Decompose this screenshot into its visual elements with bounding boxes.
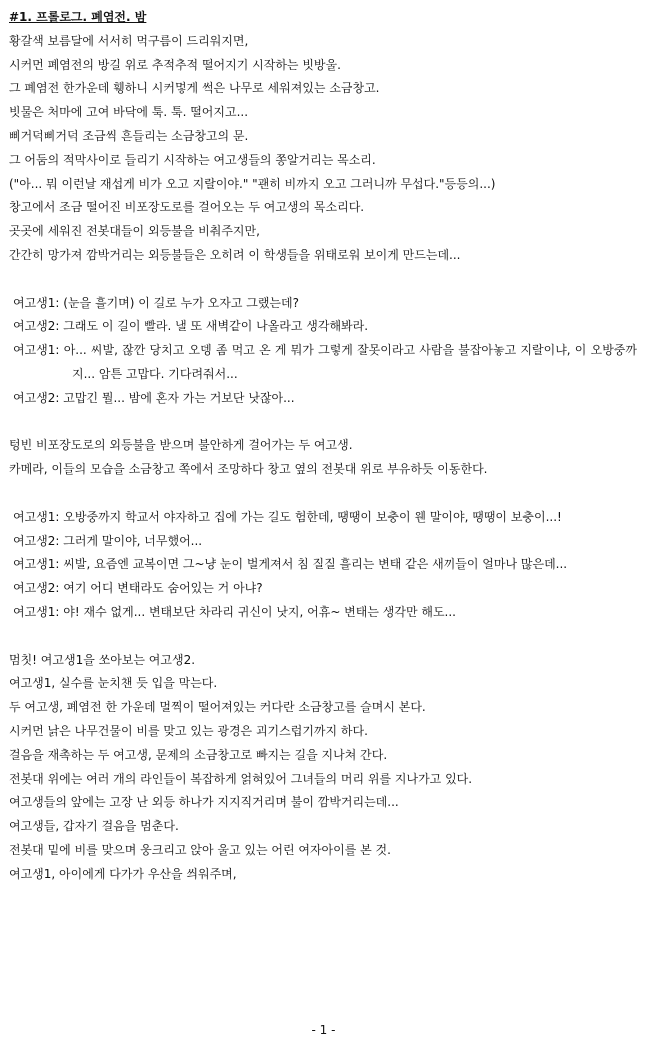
action-line: 여고생1, 아이에게 다가가 우산을 씌워주며,: [9, 866, 237, 881]
dialog-text: 씨발, 요즘엔 교복이면 그~냥 눈이 벌게져서 침 질질 흘리는 변태 같은 새끼들이 얼마나 많은데...: [63, 557, 568, 572]
action-line: 걸음을 재촉하는 두 여고생, 문제의 소금창고로 빠지는 길을 지나쳐 간다.: [9, 747, 388, 762]
speaker-name: 여고생1:: [13, 509, 60, 524]
dialog-text: 야! 재수 없게... 변태보단 차라리 귀신이 낫지, 어휴~ 변태는 생각만 해도...: [63, 604, 456, 619]
closing-action: [9, 649, 637, 887]
speaker-name: 여고생1:: [13, 343, 60, 358]
action-line: 두 여고생, 폐염전 한 가운데 멀찍이 떨어져있는 커다란 소금창고를 슬며시 본다.: [9, 700, 426, 715]
action-line: 여고생1, 실수를 눈치챈 듯 입을 막는다.: [9, 676, 218, 691]
action-line: 카메라, 이들의 모습을 소금창고 쪽에서 조망하다 창고 옆의 전봇대 위로 부유하듯 이동한다.: [9, 462, 488, 477]
dialog-text: 고맙긴 뭘... 밤에 혼자 가는 거보단 낫잖아...: [63, 390, 295, 405]
action-line: 여고생들, 갑자기 걸음을 멈춘다.: [9, 819, 179, 834]
speaker-name: 여고생1:: [13, 295, 60, 310]
speaker-name: 여고생2:: [13, 533, 60, 548]
action-line: 빗물은 처마에 고여 바닥에 툭. 툭. 떨어지고...: [9, 105, 249, 120]
action-line: 곳곳에 세워진 전봇대들이 외등불을 비춰주지만,: [9, 224, 260, 239]
action-line: 텅빈 비포장도로의 외등불을 받으며 불안하게 걸어가는 두 여고생.: [9, 438, 353, 453]
speaker-name: 여고생2:: [13, 581, 60, 596]
dialog-line: [13, 292, 637, 316]
dialog-line: [13, 387, 637, 411]
dialog-block-1: [9, 292, 637, 411]
dialog-line: [13, 553, 637, 577]
dialog-line: [13, 577, 637, 601]
action-line: 그 어둠의 적막사이로 들리기 시작하는 여고생들의 쫑알거리는 목소리.: [9, 152, 376, 167]
dialog-line: [13, 506, 637, 530]
dialog-text: 아... 씨발, 잖깐 당치고 오뎅 좀 먹고 온 게 뭐가 그렇게 잘못이라고 사람을 불잡아놓고 지랄이냐, 이 오방중까지... 암튼 고맙다. 기다려줘서...: [63, 343, 637, 381]
action-line: ("아... 뭐 이런날 재섭게 비가 오고 지랄이야." "괜히 비까지 오고 그러니까 무섭다."등등의...): [9, 176, 496, 191]
dialog-text: 그러게 말이야, 너무했어...: [63, 533, 203, 548]
middle-action: [9, 434, 637, 482]
speaker-name: 여고생2:: [13, 319, 60, 334]
action-line: 여고생들의 앞에는 고장 난 외등 하나가 지지직거리며 불이 깜박거리는데...: [9, 795, 399, 810]
dialog-text: 그래도 이 길이 빨라. 낼 또 새벽같이 나올라고 생각해봐라.: [63, 319, 369, 334]
action-line: 간간히 망가져 깜박거리는 외등불들은 오히려 이 학생들을 위태로워 보이게 만드는데...: [9, 247, 461, 262]
dialog-line: [13, 530, 637, 554]
dialog-line: [13, 601, 637, 625]
spacer: [9, 411, 637, 435]
dialog-line: [13, 339, 637, 387]
dialog-text: 오방중까지 학교서 야자하고 집에 가는 길도 험한데, 땡땡이 보충이 웬 말이야, 땡땡이 보충이...!: [63, 509, 562, 524]
action-line: 황갈색 보름달에 서서히 먹구름이 드리워지면,: [9, 33, 249, 48]
action-line: 시커먼 폐염전의 방길 위로 추적추적 떨어지기 시작하는 빗방울.: [9, 57, 341, 72]
page-number: - 1 -: [311, 1023, 336, 1037]
speaker-name: 여고생1:: [13, 557, 60, 572]
script-body: [9, 6, 637, 886]
spacer: [9, 268, 637, 292]
speaker-name: 여고생2:: [13, 390, 60, 405]
action-line: 전봇대 위에는 여러 개의 라인들이 복잡하게 얽혀있어 그녀들의 머리 위를 지나가고 있다.: [9, 771, 473, 786]
spacer: [9, 482, 637, 506]
action-line: 시커먼 낡은 나무건물이 비를 맞고 있는 광경은 괴기스럽기까지 하다.: [9, 723, 368, 738]
spacer: [9, 625, 637, 649]
intro-action: [9, 30, 637, 268]
dialog-text: 여기 어디 변태라도 숨어있는 거 아냐?: [63, 581, 263, 596]
speaker-name: 여고생1:: [13, 604, 60, 619]
scene-heading: #1. 프롤로그. 폐염전. 밤: [9, 10, 147, 24]
action-line: 삐거덕삐거덕 조금씩 흔들리는 소금창고의 문.: [9, 128, 249, 143]
dialog-block-2: [9, 506, 637, 625]
action-line: 멈칫! 여고생1을 쏘아보는 여고생2.: [9, 652, 196, 667]
action-line: 그 폐염전 한가운데 휑하니 시커멓게 썩은 나무로 세워져있는 소금창고.: [9, 81, 380, 96]
dialog-line: [13, 315, 637, 339]
action-line: 창고에서 조금 떨어진 비포장도로를 걸어오는 두 여고생의 목소리다.: [9, 200, 365, 215]
action-line: 전봇대 밑에 비를 맞으며 웅크리고 앉아 울고 있는 어린 여자아이를 본 것.: [9, 842, 391, 857]
dialog-text: (눈을 흘기며) 이 길로 누가 오자고 그랬는데?: [63, 295, 299, 310]
